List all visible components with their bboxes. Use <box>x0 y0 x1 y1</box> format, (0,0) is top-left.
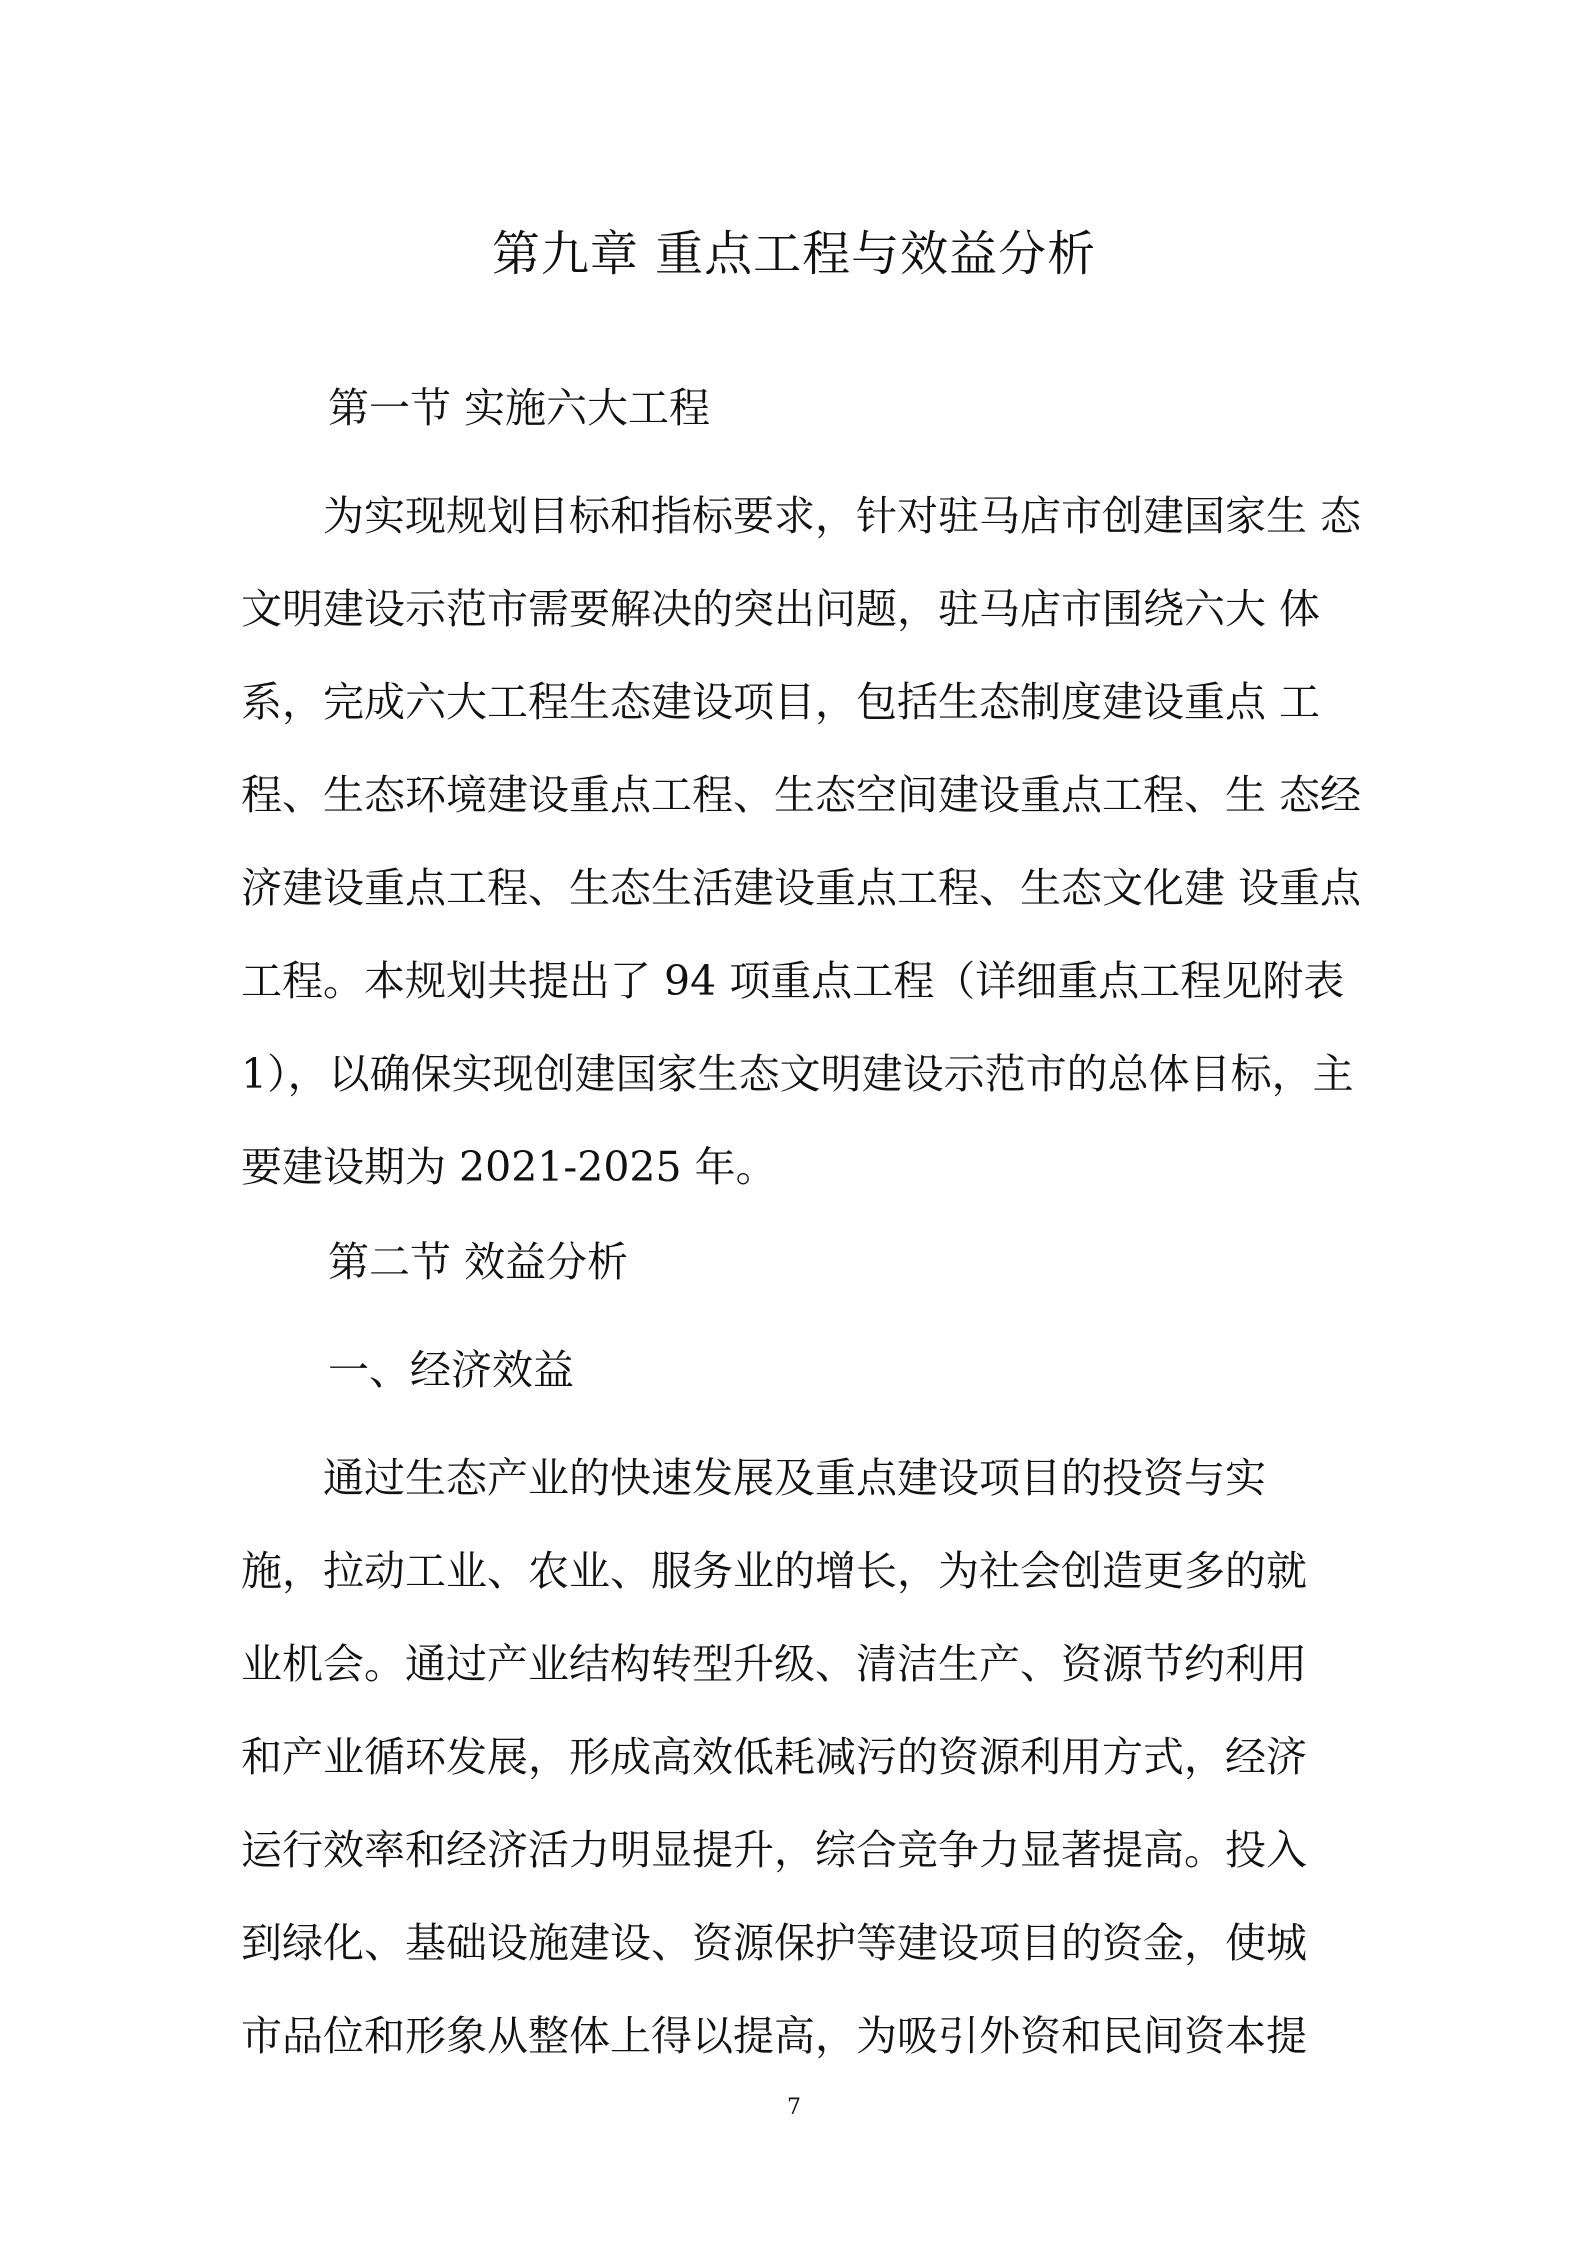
paragraph-line: 市品位和形象从整体上得以提高，为吸引外资和民间资本提 <box>241 2012 1307 2060</box>
paragraph-line: 济建设重点工程、生态生活建设重点工程、生态文化建 设重点 <box>241 864 1362 912</box>
paragraph-line: 文明建设示范市需要解决的突出问题，驻马店市围绕六大 体 <box>241 585 1321 633</box>
section-heading-implementation: 第一节 实施六大工程 <box>328 384 711 432</box>
paragraph-line: 1），以确保实现创建国家生态文明建设示范市的总体目标，主 <box>241 1050 1354 1098</box>
subheading-economic-benefit: 一、经济效益 <box>328 1346 574 1394</box>
paragraph-line: 通过生态产业的快速发展及重点建设项目的投资与实 <box>241 1454 1266 1502</box>
paragraph-line: 运行效率和经济活力明显提升，综合竞争力显著提高。投入 <box>241 1826 1307 1874</box>
paragraph-line: 工程。本规划共提出了 94 项重点工程（详细重点工程见附表 <box>241 957 1345 1005</box>
paragraph-line: 到绿化、基础设施建设、资源保护等建设项目的资金，使城 <box>241 1919 1307 1967</box>
paragraph-line: 程、生态环境建设重点工程、生态空间建设重点工程、生 态经 <box>241 771 1362 819</box>
paragraph-six-projects <box>241 470 1362 1214</box>
section-heading-benefit-analysis: 第二节 效益分析 <box>328 1238 629 1286</box>
paragraph-line: 和产业循环发展，形成高效低耗减污的资源利用方式，经济 <box>241 1733 1307 1781</box>
paragraph-economic-benefit <box>241 1432 1357 2083</box>
paragraph-line: 系，完成六大工程生态建设项目，包括生态制度建设重点 工 <box>241 678 1321 726</box>
paragraph-line: 业机会。通过产业结构转型升级、清洁生产、资源节约利用 <box>241 1640 1307 1688</box>
paragraph-line: 要建设期为 2021-2025 年。 <box>241 1143 777 1191</box>
page-number: 7 <box>787 2095 801 2120</box>
paragraph-line: 为实现规划目标和指标要求，针对驻马店市创建国家生 态 <box>241 492 1362 540</box>
chapter-title: 第九章 重点工程与效益分析 <box>491 226 1097 282</box>
paragraph-line: 施，拉动工业、农业、服务业的增长，为社会创造更多的就 <box>241 1547 1307 1595</box>
